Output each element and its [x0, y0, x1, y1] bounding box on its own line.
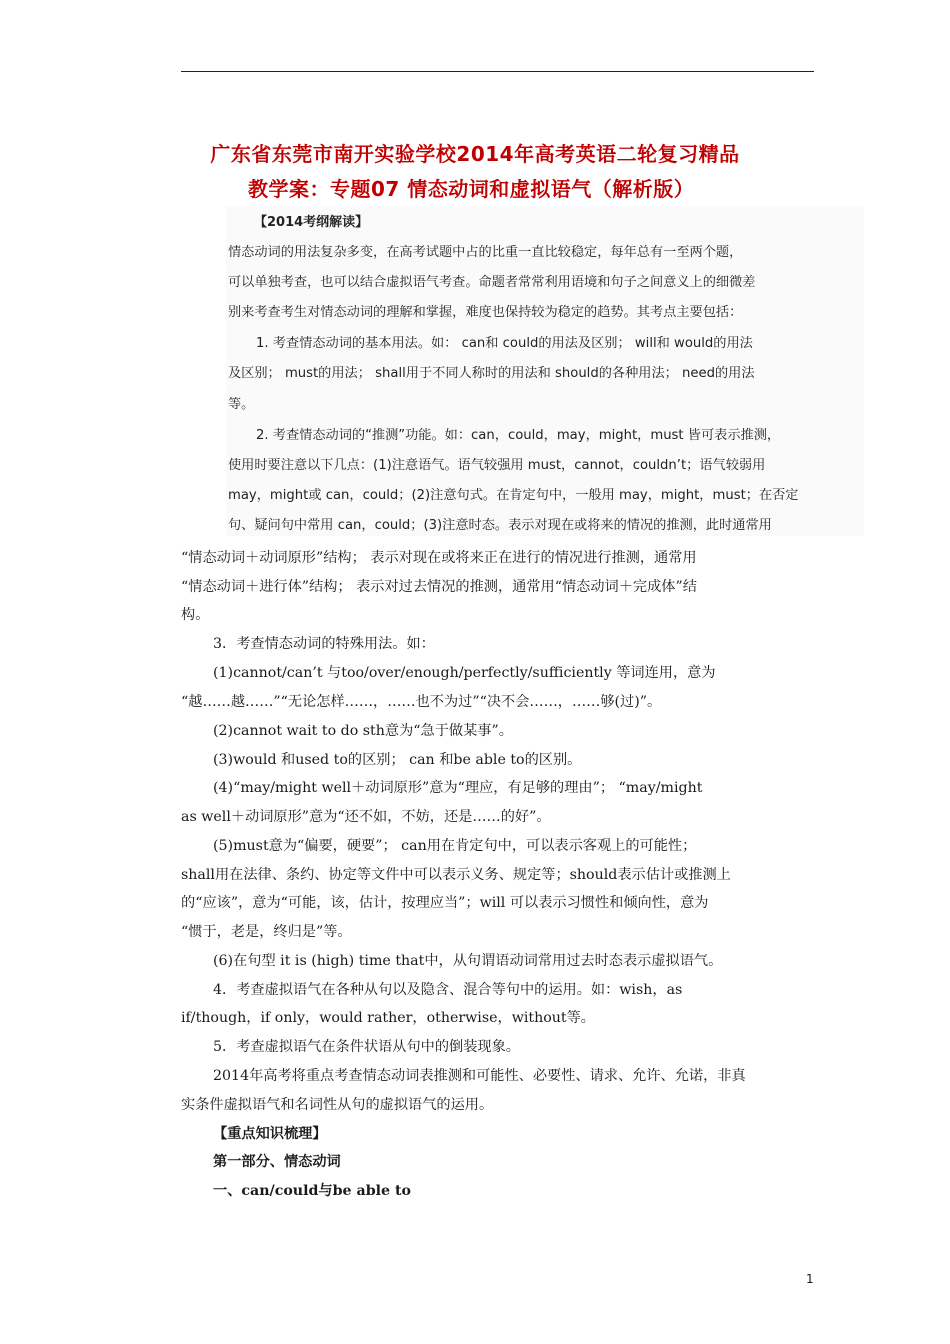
exam-outline-line: 可以单独考查，也可以结合虚拟语气考查。命题者常常利用语境和句子之间意义上的细微差	[228, 275, 756, 290]
body-line: (1)cannot/can’t 与too/over/enough/perfectly/sufficiently 等词连用，意为	[213, 665, 716, 681]
body-line: 的“应该”，意为“可能，该，估计，按理应当”；will 可以表示习惯性和倾向性，意为	[181, 895, 709, 911]
exam-outline-line: 句、疑问句中常用 can，could；(3)注意时态。表示对现在或将来的情况的推测，此时通常用	[228, 518, 772, 533]
exam-outline-line: 别来考查考生对情态动词的理解和掌握，难度也保持较为稳定的趋势。其考点主要包括：	[228, 305, 743, 320]
exam-outline-line: 及区别； must的用法； shall用于不同人称时的用法和 should的各种用法； need的用法	[228, 366, 755, 381]
exam-outline-box	[226, 206, 864, 536]
body-line: (4)“may/might well＋动词原形”意为“理应，有足够的理由”； “may/might	[213, 780, 703, 796]
body-line: 4．考查虚拟语气在各种从句以及隐含、混合等句中的运用。如：wish，as	[213, 982, 683, 998]
body-line: (6)在句型 it is (high) time that中，从句谓语动词常用过去时态表示虚拟语气。	[213, 953, 723, 969]
body-line: “情态动词＋进行体”结构； 表示对过去情况的推测，通常用“情态动词＋完成体”结	[181, 579, 697, 595]
document-title-line-1: 广东省东莞市南开实验学校2014年高考英语二轮复习精品	[210, 142, 740, 166]
body-line: 2014年高考将重点考查情态动词表推测和可能性、必要性、请求、允许、允诺，非真	[213, 1068, 746, 1084]
exam-outline-line: may，might或 can，could；(2)注意句式。在肯定句中，一般用 may，might，must；在否定	[228, 488, 799, 503]
page-number: 1	[806, 1272, 814, 1286]
sub-heading: 一、can/could与be able to	[213, 1183, 411, 1199]
document-title-line-2: 教学案：专题07 情态动词和虚拟语气（解析版）	[248, 177, 695, 201]
body-line: 5．考查虚拟语气在条件状语从句中的倒装现象。	[213, 1039, 520, 1055]
body-line: “惯于，老是，终归是”等。	[181, 924, 352, 940]
body-line: 3．考查情态动词的特殊用法。如：	[213, 636, 435, 652]
exam-outline-line: 2. 考查情态动词的“推测”功能。如：can，could，may，might，must 皆可表示推测，	[256, 428, 781, 443]
section-heading: 【重点知识梳理】	[213, 1126, 327, 1142]
body-line: (5)must意为“偏要，硬要”； can用在肯定句中，可以表示客观上的可能性；	[213, 838, 697, 854]
body-line: as well＋动词原形”意为“还不如，不妨，还是……的好”。	[181, 809, 551, 825]
exam-outline-line: 等。	[228, 397, 255, 412]
body-line: (2)cannot wait to do sth意为“急于做某事”。	[213, 723, 513, 739]
body-line: “情态动词＋动词原形”结构； 表示对现在或将来正在进行的情况进行推测，通常用	[181, 550, 697, 566]
exam-outline-heading: 【2014考纲解读】	[254, 215, 369, 230]
exam-outline-line: 情态动词的用法复杂多变，在高考试题中占的比重一直比较稳定，每年总有一至两个题，	[228, 245, 743, 260]
part-heading: 第一部分、情态动词	[213, 1154, 341, 1170]
top-rule	[181, 71, 814, 72]
exam-outline-line: 1. 考查情态动词的基本用法。如： can和 could的用法及区别； will和 would的用法	[256, 336, 753, 351]
exam-outline-line: 使用时要注意以下几点：(1)注意语气。语气较强用 must，cannot，couldn’t；语气较弱用	[228, 458, 766, 473]
body-line: (3)would 和used to的区别； can 和be able to的区别。	[213, 752, 582, 768]
body-line: 实条件虚拟语气和名词性从句的虚拟语气的运用。	[181, 1097, 494, 1113]
body-line: “越……越……”“无论怎样……，……也不为过”“决不会……，……够(过)”。	[181, 694, 662, 710]
body-line: shall用在法律、条约、协定等文件中可以表示义务、规定等；should表示估计或推测上	[181, 867, 731, 883]
body-line: if/though，if only，would rather，otherwise，without等。	[181, 1010, 595, 1026]
body-line: 构。	[181, 607, 210, 623]
